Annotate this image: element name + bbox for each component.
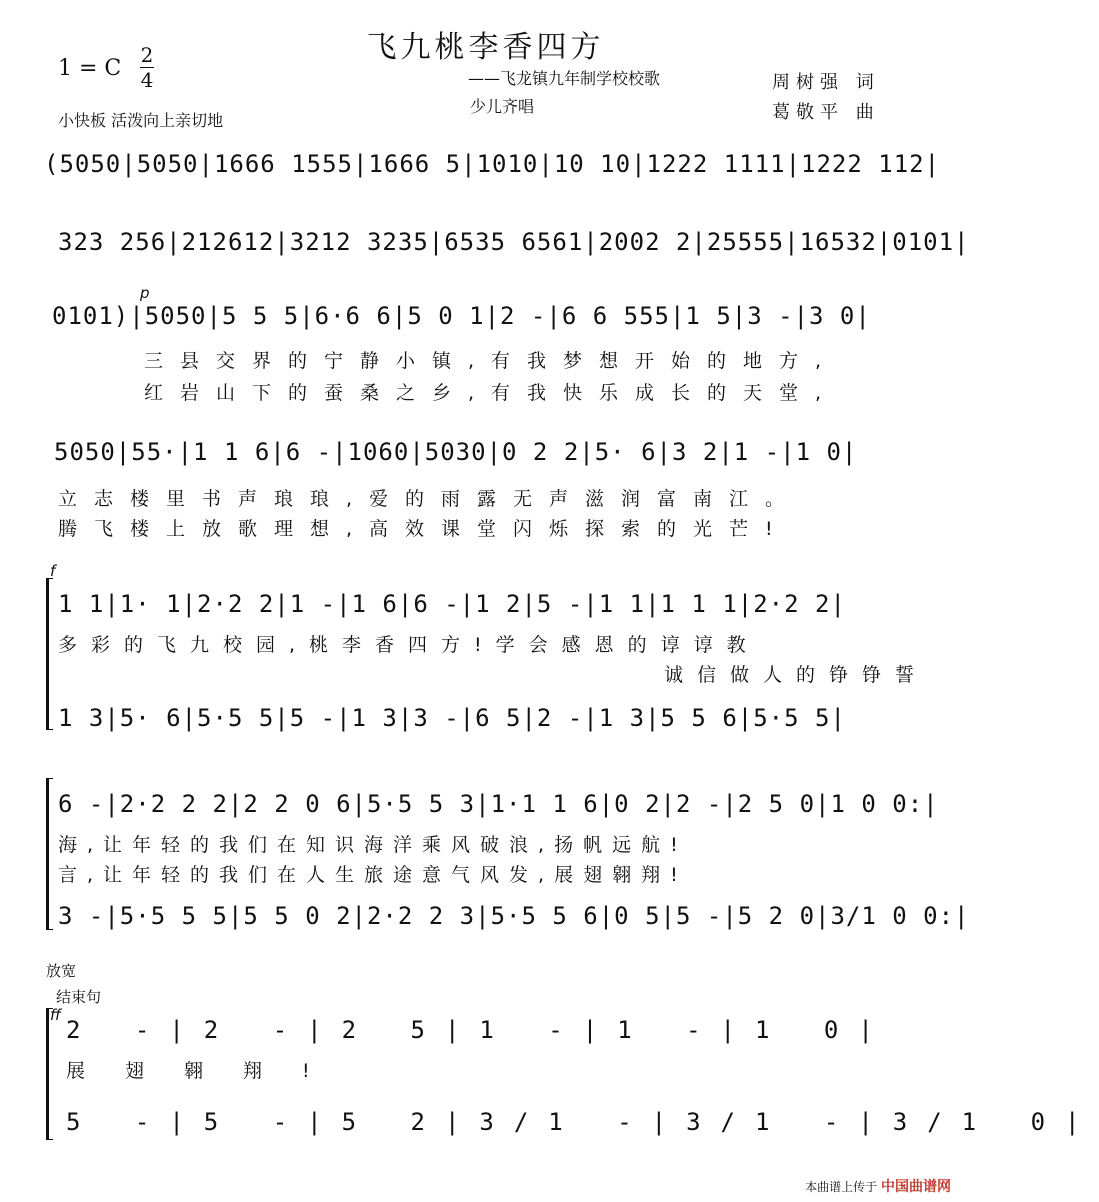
time-top: 2 bbox=[140, 43, 154, 67]
lyrics-5-verse1: 多彩的飞九校园,桃李香四方!学会感恩的谆谆教 bbox=[58, 634, 760, 656]
dynamic-ff: ff bbox=[50, 1006, 61, 1024]
dynamic-f: f bbox=[50, 562, 56, 580]
dynamic-p: p bbox=[140, 284, 150, 302]
score-line-5-lower: 1 3|5· 6|5·5 5|5 -|1 3|3 -|6 5|2 -|1 3|5 5 6|5·5 5| bbox=[58, 704, 846, 732]
score-line-6-lower: 3 -|5·5 5 5|5 5 0 2|2·2 2 3|5·5 5 6|0 5|5 -|5 2 0|3/1 0 0:| bbox=[58, 902, 970, 930]
score-line-end-lower: 5 -|5 -|5 2|3/1 -|3/1 -|3/1 0| bbox=[66, 1108, 1099, 1136]
lyrics-end: 展翅翱翔! bbox=[66, 1060, 350, 1082]
score-line-4: 5050|55·|1 1 6|6 -|1060|5030|0 2 2|5· 6|3 2|1 -|1 0| bbox=[54, 438, 858, 466]
lyrics-4-verse2: 腾飞楼上放歌理想,高效课堂闪烁探索的光芒! bbox=[58, 518, 790, 540]
score-line-5-upper: 1 1|1· 1|2·2 2|1 -|1 6|6 -|1 2|5 -|1 1|1 1 1|2·2 2| bbox=[58, 590, 846, 618]
footer-credit bbox=[805, 1176, 951, 1196]
system-bracket-end bbox=[46, 1008, 53, 1140]
ending-label-broad: 放宽 bbox=[46, 962, 77, 980]
song-subtitle: ——飞龙镇九年制学校校歌 bbox=[468, 69, 661, 88]
song-title: 飞九桃李香四方 bbox=[366, 30, 605, 65]
ending-label-coda: 结束句 bbox=[56, 988, 102, 1006]
score-line-3: 0101)|5050|5 5 5|6·6 6|5 0 1|2 -|6 6 555|1 5|3 -|3 0| bbox=[52, 302, 871, 330]
composer: 葛敬平 曲 bbox=[772, 102, 880, 123]
tempo-marking: 小快板 活泼向上亲切地 bbox=[58, 111, 224, 130]
score-line-6-upper: 6 -|2·2 2 2|2 2 0 6|5·5 5 3|1·1 1 6|0 2|2 -|2 5 0|1 0 0:| bbox=[58, 790, 939, 818]
footer-text: 本曲谱上传于 bbox=[805, 1180, 878, 1194]
lyrics-5-verse2: 诚信做人的铮铮誓 bbox=[664, 664, 929, 686]
lyrics-6-verse1: 海,让年轻的我们在知识海洋乘风破浪,扬帆远航! bbox=[58, 834, 688, 856]
lyrics-4-verse1: 立志楼里书声琅琅,爱的雨露无声滋润富南江。 bbox=[58, 488, 802, 510]
time-signature bbox=[140, 44, 154, 91]
key-signature: 1 = C bbox=[58, 56, 122, 81]
lyricist: 周树强 词 bbox=[772, 72, 880, 93]
voice-marking: 少儿齐唱 bbox=[470, 97, 535, 116]
score-line-end-upper: 2 -|2 -|2 5|1 -|1 -|1 0| bbox=[66, 1016, 893, 1044]
score-line-2: 323 256|212612|3212 3235|6535 6561|2002 2|25555|16532|0101| bbox=[58, 228, 970, 256]
score-line-1: (5050|5050|1666 1555|1666 5|1010|10 10|1222 1111|1222 112| bbox=[44, 150, 941, 178]
lyrics-6-verse2: 言,让年轻的我们在人生旅途意气风发,展翅翱翔! bbox=[58, 864, 688, 886]
system-bracket-5 bbox=[46, 578, 53, 730]
time-bottom: 4 bbox=[140, 68, 154, 92]
site-logo[interactable]: 中国曲谱网 bbox=[881, 1179, 951, 1195]
lyrics-3-verse2: 红岩山下的蚕桑之乡,有我快乐成长的天堂, bbox=[144, 382, 839, 404]
system-bracket-6 bbox=[46, 778, 53, 930]
lyrics-3-verse1: 三县交界的宁静小镇,有我梦想开始的地方, bbox=[144, 350, 839, 372]
